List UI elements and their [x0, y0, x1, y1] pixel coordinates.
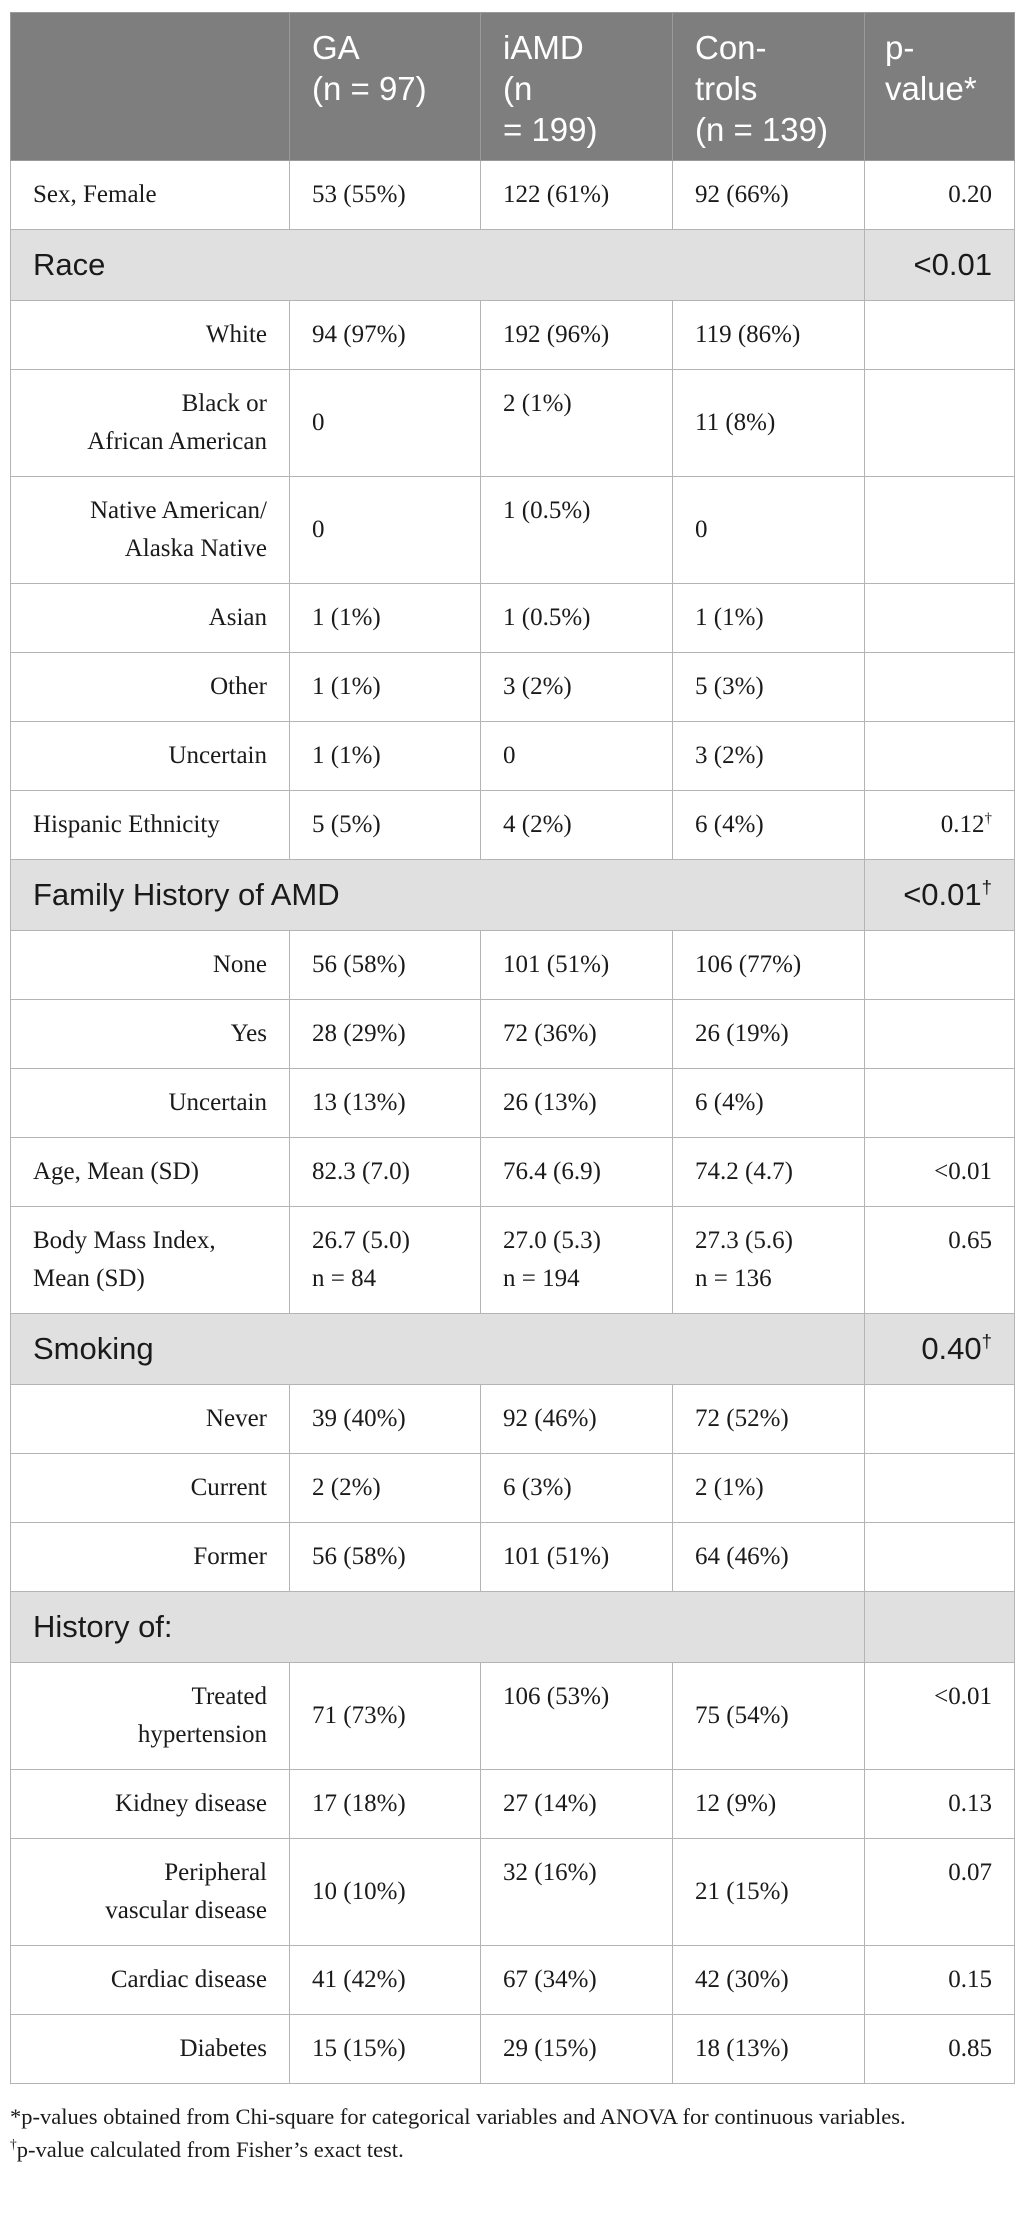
cell-ga — [290, 653, 481, 722]
row-label-text: Native American/ Alaska Native — [89, 497, 267, 562]
cell-iamd-text: 1 (0.5%) — [503, 604, 591, 631]
cell-ga — [290, 1138, 481, 1207]
section-title-text: History of: — [33, 1609, 173, 1644]
cell-p-value-text: <0.01 — [934, 1158, 992, 1185]
cell-iamd — [481, 1069, 673, 1138]
row-label — [11, 477, 290, 584]
row-label — [11, 1069, 290, 1138]
cell-controls-text: 92 (66%) — [695, 181, 789, 208]
cell-ga — [290, 1454, 481, 1523]
section-row — [11, 1314, 1015, 1385]
cell-controls — [673, 1207, 865, 1314]
cell-iamd — [481, 1385, 673, 1454]
row-label-text: Never — [205, 1405, 267, 1432]
cell-controls — [673, 791, 865, 860]
table-row — [11, 1770, 1015, 1839]
row-label-text: None — [212, 951, 267, 978]
cell-iamd-text: 0 — [503, 742, 516, 769]
footnote — [10, 2100, 1014, 2133]
footnote-mark: † — [984, 810, 992, 827]
cell-ga — [290, 1946, 481, 2015]
cell-iamd-text: 72 (36%) — [503, 1020, 597, 1047]
cell-ga-text: 13 (13%) — [312, 1089, 406, 1116]
table-row — [11, 722, 1015, 791]
cell-controls-text: 106 (77%) — [695, 951, 802, 978]
table-row — [11, 653, 1015, 722]
row-label-text: Yes — [230, 1020, 267, 1047]
cell-ga — [290, 161, 481, 230]
cell-ga — [290, 370, 481, 477]
cell-ga — [290, 1839, 481, 1946]
section-row — [11, 860, 1015, 931]
cell-controls — [673, 1069, 865, 1138]
cell-controls-text: 72 (52%) — [695, 1405, 789, 1432]
cell-iamd — [481, 722, 673, 791]
cell-ga-text: 39 (40%) — [312, 1405, 406, 1432]
footnote — [10, 2133, 1014, 2166]
cell-ga-text: 56 (58%) — [312, 951, 406, 978]
cell-iamd — [481, 301, 673, 370]
cell-iamd-text: 26 (13%) — [503, 1089, 597, 1116]
row-label-text: Peripheral vascular disease — [105, 1859, 267, 1924]
section-p-value-text: <0.01 — [903, 877, 982, 912]
header-cell-iamd: iAMD (n = 199) — [481, 13, 673, 161]
cell-p-value — [865, 161, 1015, 230]
table-row — [11, 1454, 1015, 1523]
cell-p-value — [865, 1138, 1015, 1207]
section-p-value — [865, 230, 1015, 301]
cell-p-value-text: 0.07 — [948, 1859, 992, 1886]
row-label — [11, 584, 290, 653]
cell-ga — [290, 1663, 481, 1770]
cell-p-value — [865, 2015, 1015, 2084]
row-label — [11, 1839, 290, 1946]
cell-controls — [673, 1385, 865, 1454]
cell-controls — [673, 584, 865, 653]
cell-iamd — [481, 791, 673, 860]
row-label — [11, 1770, 290, 1839]
cell-ga-text: 28 (29%) — [312, 1020, 406, 1047]
cell-p-value — [865, 791, 1015, 860]
cell-controls — [673, 1946, 865, 2015]
row-label — [11, 931, 290, 1000]
table-row — [11, 1385, 1015, 1454]
cell-iamd — [481, 1523, 673, 1592]
row-label-text: Kidney disease — [114, 1790, 267, 1817]
table-row — [11, 2015, 1015, 2084]
cell-p-value — [865, 1069, 1015, 1138]
cell-ga-text: 0 — [312, 409, 325, 436]
cell-iamd — [481, 1000, 673, 1069]
cell-p-value-text: 0.15 — [948, 1966, 992, 1993]
cell-iamd — [481, 1663, 673, 1770]
cell-p-value-text: 0.85 — [948, 2035, 992, 2062]
cell-controls-text: 3 (2%) — [695, 742, 764, 769]
cell-controls — [673, 653, 865, 722]
cell-ga-text: 10 (10%) — [312, 1878, 406, 1905]
table-row — [11, 161, 1015, 230]
table-row — [11, 584, 1015, 653]
row-label-text: Hispanic Ethnicity — [33, 811, 220, 838]
cell-controls-text: 18 (13%) — [695, 2035, 789, 2062]
cell-controls-text: 74.2 (4.7) — [695, 1158, 793, 1185]
cell-controls-text: 26 (19%) — [695, 1020, 789, 1047]
table-row — [11, 370, 1015, 477]
section-title — [11, 230, 865, 301]
row-label-text: Uncertain — [168, 1089, 267, 1116]
table-row — [11, 1207, 1015, 1314]
row-label-text: Treated hypertension — [137, 1683, 267, 1748]
cell-iamd-text: 92 (46%) — [503, 1405, 597, 1432]
cell-p-value-text: 0.13 — [948, 1790, 992, 1817]
cell-p-value-text: <0.01 — [934, 1683, 992, 1710]
table-row — [11, 1523, 1015, 1592]
row-label — [11, 1000, 290, 1069]
cell-ga-text: 53 (55%) — [312, 181, 406, 208]
cell-p-value-text: 0.65 — [948, 1227, 992, 1254]
cell-p-value — [865, 722, 1015, 791]
section-p-value-text: 0.40 — [921, 1331, 982, 1366]
cell-ga-text: 5 (5%) — [312, 811, 381, 838]
cell-p-value — [865, 1385, 1015, 1454]
cell-controls — [673, 1663, 865, 1770]
cell-iamd-text: 1 (0.5%) — [503, 497, 591, 524]
header-cell-p-value: p- value* — [865, 13, 1015, 161]
row-label-text: Diabetes — [179, 2035, 267, 2062]
cell-ga — [290, 2015, 481, 2084]
row-label-text: Sex, Female — [33, 181, 157, 208]
cell-p-value — [865, 1663, 1015, 1770]
cell-ga-text: 82.3 (7.0) — [312, 1158, 410, 1185]
row-label — [11, 653, 290, 722]
section-row — [11, 230, 1015, 301]
cell-p-value-text: 0.20 — [948, 181, 992, 208]
cell-p-value — [865, 477, 1015, 584]
footnote-symbol: * — [10, 2104, 22, 2129]
cell-controls — [673, 1839, 865, 1946]
section-p-value — [865, 1314, 1015, 1385]
cell-iamd-text: 6 (3%) — [503, 1474, 572, 1501]
cell-controls — [673, 1000, 865, 1069]
row-label — [11, 370, 290, 477]
row-label — [11, 1207, 290, 1314]
row-label — [11, 2015, 290, 2084]
cell-ga — [290, 931, 481, 1000]
cell-ga — [290, 1000, 481, 1069]
cell-controls-text: 64 (46%) — [695, 1543, 789, 1570]
cell-controls-text: 11 (8%) — [695, 409, 776, 436]
row-label-text: Current — [190, 1474, 267, 1501]
cell-controls-text: 12 (9%) — [695, 1790, 777, 1817]
cell-controls — [673, 1770, 865, 1839]
row-label — [11, 722, 290, 791]
row-label-text: Age, Mean (SD) — [33, 1158, 199, 1185]
cell-p-value — [865, 653, 1015, 722]
footnote-mark: † — [981, 876, 992, 898]
cell-controls-text: 21 (15%) — [695, 1878, 789, 1905]
cell-iamd — [481, 1138, 673, 1207]
cell-p-value — [865, 1946, 1015, 2015]
section-title-text: Race — [33, 247, 106, 282]
cell-ga-text: 94 (97%) — [312, 321, 406, 348]
cell-controls — [673, 1138, 865, 1207]
cell-iamd-text: 106 (53%) — [503, 1683, 610, 1710]
cell-iamd-text: 192 (96%) — [503, 321, 610, 348]
cell-controls-text: 27.3 (5.6) n = 136 — [695, 1227, 793, 1292]
cell-iamd-text: 101 (51%) — [503, 1543, 610, 1570]
cell-p-value — [865, 1523, 1015, 1592]
cell-ga-text: 56 (58%) — [312, 1543, 406, 1570]
cell-iamd — [481, 477, 673, 584]
header-row — [11, 13, 1015, 161]
row-label — [11, 791, 290, 860]
cell-iamd — [481, 370, 673, 477]
cell-controls-text: 1 (1%) — [695, 604, 764, 631]
cell-controls — [673, 931, 865, 1000]
cell-ga — [290, 1069, 481, 1138]
row-label-text: Uncertain — [168, 742, 267, 769]
section-row — [11, 1592, 1015, 1663]
cell-controls — [673, 1454, 865, 1523]
document — [10, 12, 1014, 2166]
demographics-table — [10, 12, 1015, 2084]
cell-controls — [673, 370, 865, 477]
cell-p-value — [865, 370, 1015, 477]
row-label-text: Black or African American — [87, 390, 267, 455]
cell-iamd-text: 3 (2%) — [503, 673, 572, 700]
table-body — [11, 161, 1015, 2084]
table-row — [11, 931, 1015, 1000]
cell-controls-text: 119 (86%) — [695, 321, 801, 348]
row-label-text: Cardiac disease — [110, 1966, 267, 1993]
section-title-text: Smoking — [33, 1331, 154, 1366]
row-label-text: Body Mass Index, Mean (SD) — [33, 1227, 216, 1292]
cell-iamd-text: 32 (16%) — [503, 1859, 597, 1886]
row-label-text: Other — [210, 673, 267, 700]
cell-controls-text: 42 (30%) — [695, 1966, 789, 1993]
cell-iamd-text: 67 (34%) — [503, 1966, 597, 1993]
cell-ga — [290, 791, 481, 860]
row-label-text: Asian — [208, 604, 267, 631]
table-header — [11, 13, 1015, 161]
table-row — [11, 1069, 1015, 1138]
footnote-text: p-values obtained from Chi-square for categorical variables and ANOVA for continuous variables. — [21, 2104, 906, 2129]
cell-p-value — [865, 301, 1015, 370]
table-row — [11, 1138, 1015, 1207]
cell-iamd — [481, 584, 673, 653]
table-row — [11, 1663, 1015, 1770]
cell-ga — [290, 1207, 481, 1314]
cell-ga-text: 1 (1%) — [312, 604, 381, 631]
cell-ga-text: 26.7 (5.0) n = 84 — [312, 1227, 410, 1292]
cell-ga — [290, 584, 481, 653]
cell-ga — [290, 477, 481, 584]
section-title — [11, 860, 865, 931]
row-label — [11, 1138, 290, 1207]
cell-controls — [673, 722, 865, 791]
cell-ga-text: 41 (42%) — [312, 1966, 406, 1993]
cell-ga — [290, 301, 481, 370]
cell-iamd — [481, 1839, 673, 1946]
cell-ga-text: 1 (1%) — [312, 742, 381, 769]
cell-ga-text: 71 (73%) — [312, 1702, 406, 1729]
section-p-value — [865, 1592, 1015, 1663]
cell-iamd-text: 101 (51%) — [503, 951, 610, 978]
cell-p-value — [865, 1000, 1015, 1069]
cell-iamd-text: 4 (2%) — [503, 811, 572, 838]
cell-iamd — [481, 161, 673, 230]
section-title — [11, 1592, 865, 1663]
cell-ga-text: 15 (15%) — [312, 2035, 406, 2062]
table-row — [11, 1000, 1015, 1069]
row-label — [11, 1385, 290, 1454]
cell-iamd — [481, 1454, 673, 1523]
cell-iamd — [481, 1946, 673, 2015]
cell-controls — [673, 1523, 865, 1592]
row-label-text: Former — [193, 1543, 267, 1570]
footnote-text: p-value calculated from Fisher’s exact test. — [16, 2137, 404, 2162]
cell-iamd-text: 29 (15%) — [503, 2035, 597, 2062]
cell-p-value-text: 0.12 — [940, 811, 985, 838]
footnote-symbol: † — [10, 2136, 17, 2152]
row-label — [11, 301, 290, 370]
row-label — [11, 1663, 290, 1770]
table-row — [11, 1839, 1015, 1946]
cell-p-value — [865, 584, 1015, 653]
cell-p-value — [865, 1770, 1015, 1839]
cell-p-value — [865, 1207, 1015, 1314]
cell-iamd-text: 27.0 (5.3) n = 194 — [503, 1227, 601, 1292]
cell-iamd — [481, 1770, 673, 1839]
cell-controls-text: 75 (54%) — [695, 1702, 789, 1729]
cell-iamd-text: 27 (14%) — [503, 1790, 597, 1817]
table-row — [11, 477, 1015, 584]
cell-p-value — [865, 931, 1015, 1000]
cell-ga-text: 2 (2%) — [312, 1474, 381, 1501]
cell-ga-text: 1 (1%) — [312, 673, 381, 700]
cell-controls-text: 6 (4%) — [695, 811, 764, 838]
header-cell-controls: Con- trols (n = 139) — [673, 13, 865, 161]
cell-ga — [290, 722, 481, 791]
cell-controls — [673, 161, 865, 230]
row-label — [11, 1946, 290, 2015]
header-cell-label — [11, 13, 290, 161]
cell-iamd — [481, 1207, 673, 1314]
cell-ga-text: 0 — [312, 516, 325, 543]
row-label — [11, 1454, 290, 1523]
cell-ga-text: 17 (18%) — [312, 1790, 406, 1817]
cell-iamd — [481, 2015, 673, 2084]
cell-controls — [673, 477, 865, 584]
footnotes — [10, 2100, 1014, 2166]
cell-iamd-text: 2 (1%) — [503, 390, 572, 417]
cell-iamd-text: 76.4 (6.9) — [503, 1158, 601, 1185]
row-label — [11, 1523, 290, 1592]
table-row — [11, 791, 1015, 860]
section-p-value-text: <0.01 — [913, 247, 992, 282]
table-row — [11, 1946, 1015, 2015]
footnote-mark: † — [981, 1330, 992, 1352]
cell-controls-text: 6 (4%) — [695, 1089, 764, 1116]
header-cell-ga: GA (n = 97) — [290, 13, 481, 161]
cell-controls — [673, 2015, 865, 2084]
cell-iamd — [481, 653, 673, 722]
cell-iamd — [481, 931, 673, 1000]
row-label — [11, 161, 290, 230]
section-title — [11, 1314, 865, 1385]
cell-controls — [673, 301, 865, 370]
cell-ga — [290, 1523, 481, 1592]
cell-iamd-text: 122 (61%) — [503, 181, 610, 208]
cell-ga — [290, 1770, 481, 1839]
section-p-value — [865, 860, 1015, 931]
section-title-text: Family History of AMD — [33, 877, 340, 912]
cell-p-value — [865, 1839, 1015, 1946]
cell-controls-text: 5 (3%) — [695, 673, 764, 700]
row-label-text: White — [205, 321, 267, 348]
cell-controls-text: 2 (1%) — [695, 1474, 764, 1501]
cell-p-value — [865, 1454, 1015, 1523]
table-row — [11, 301, 1015, 370]
cell-controls-text: 0 — [695, 516, 708, 543]
cell-ga — [290, 1385, 481, 1454]
